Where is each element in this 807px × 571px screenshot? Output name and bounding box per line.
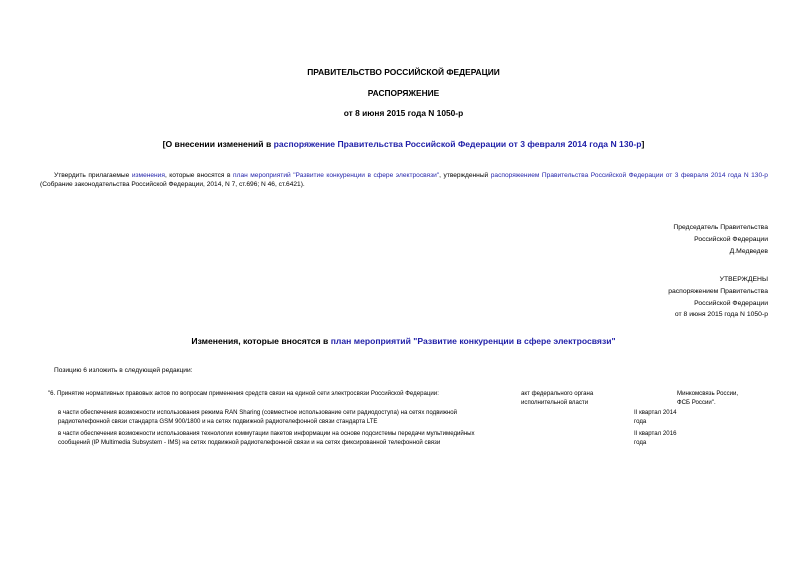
responsible-line-2: ФСБ России". [677,399,716,407]
row-2-term-line-2: года [634,439,647,447]
signature-line-2: Российской Федерации [694,235,768,243]
table-row [58,408,603,427]
responsible-line-1: Минкомсвязь России, [677,390,739,397]
link-changes[interactable]: изменения [131,172,165,179]
para-text-1: Утвердить прилагаемые [54,172,132,179]
row-2-text-line-2: сообщений (IP Multimedia Subsystem - IMS) на сетях подвижной радиотелефонной связи и на сетях фиксированной телефонной связи [58,439,441,447]
para-text-4: (Собрание законодательства Российской Федерации, 2014, N 7, ст.696; N 46, ст.6421). [40,181,305,189]
act-type-line-1: акт федерального органа [521,390,594,397]
act-type-line-2: исполнительной власти [521,399,589,407]
document-subject [0,139,807,149]
subject-link[interactable]: распоряжение Правительства Российской Федерации от 3 февраля 2014 года N 130-р [273,139,642,149]
approved-line-3: Российской Федерации [694,299,768,307]
subject-open: [О внесении изменений в [162,139,274,149]
document-date-number: от 8 июня 2015 года N 1050-р [343,108,464,118]
link-action-plan[interactable]: план мероприятий "Развитие конкуренции в сфере электросвязи" [233,172,440,179]
approved-line-2: распоряжением Правительства [668,287,768,295]
body-paragraph [40,171,768,189]
para-text-2: , которые вносятся в [164,172,234,179]
changes-title-text: Изменения, которые вносятся в [191,336,331,346]
link-decree-130[interactable]: распоряжением Правительства Российской Федерации от 3 февраля 2014 года N 130-р [490,172,768,179]
approved-block [668,274,768,321]
responsible-cell [677,389,767,408]
signature-line-1: Председатель Правительства [673,224,768,231]
row-1-text-line-2: радиотелефонной связи стандарта GSM 900/1800 и на сетях подвижной радиотелефонной связи стандарта LTE [58,418,378,426]
row-2-term-line-1: II квартал 2016 [634,430,677,437]
subject-close: ] [641,139,645,149]
changes-title-link[interactable]: план мероприятий "Развитие конкуренции в сфере электросвязи" [330,336,616,346]
row-1-term [634,408,694,427]
government-title: ПРАВИТЕЛЬСТВО РОССИЙСКОЙ ФЕДЕРАЦИИ [307,67,500,77]
document-type: РАСПОРЯЖЕНИЕ [367,88,440,98]
signature-block [673,222,768,257]
table-row [58,429,603,448]
changes-title [0,336,807,346]
row-1-text-line-1: в части обеспечения возможности использования режима RAN Sharing (совместное использование сети радиодоступа) на сетях подвижной [58,409,458,416]
approved-line-1: УТВЕРЖДЕНЫ [719,276,768,283]
act-type-cell [521,389,621,408]
row-2-term [634,429,694,448]
row-1-term-line-1: II квартал 2014 [634,409,677,416]
para-text-3: , утвержденный [439,172,491,179]
item-6-text: "6. Принятие нормативных правовых актов по вопросам применения средств связи на единой сети электросвязи Российской Федерации: [48,390,439,397]
position-instruction: Позицию 6 изложить в следующей редакции: [54,367,193,374]
row-2-text-line-1: в части обеспечения возможности использования технологии коммутации пакетов информации на основе подсистемы передачи мультимедийных [58,430,475,437]
approved-line-4: от 8 июня 2015 года N 1050-р [674,311,768,319]
row-1-term-line-2: года [634,418,647,426]
signature-line-3: Д.Медведев [729,247,768,255]
